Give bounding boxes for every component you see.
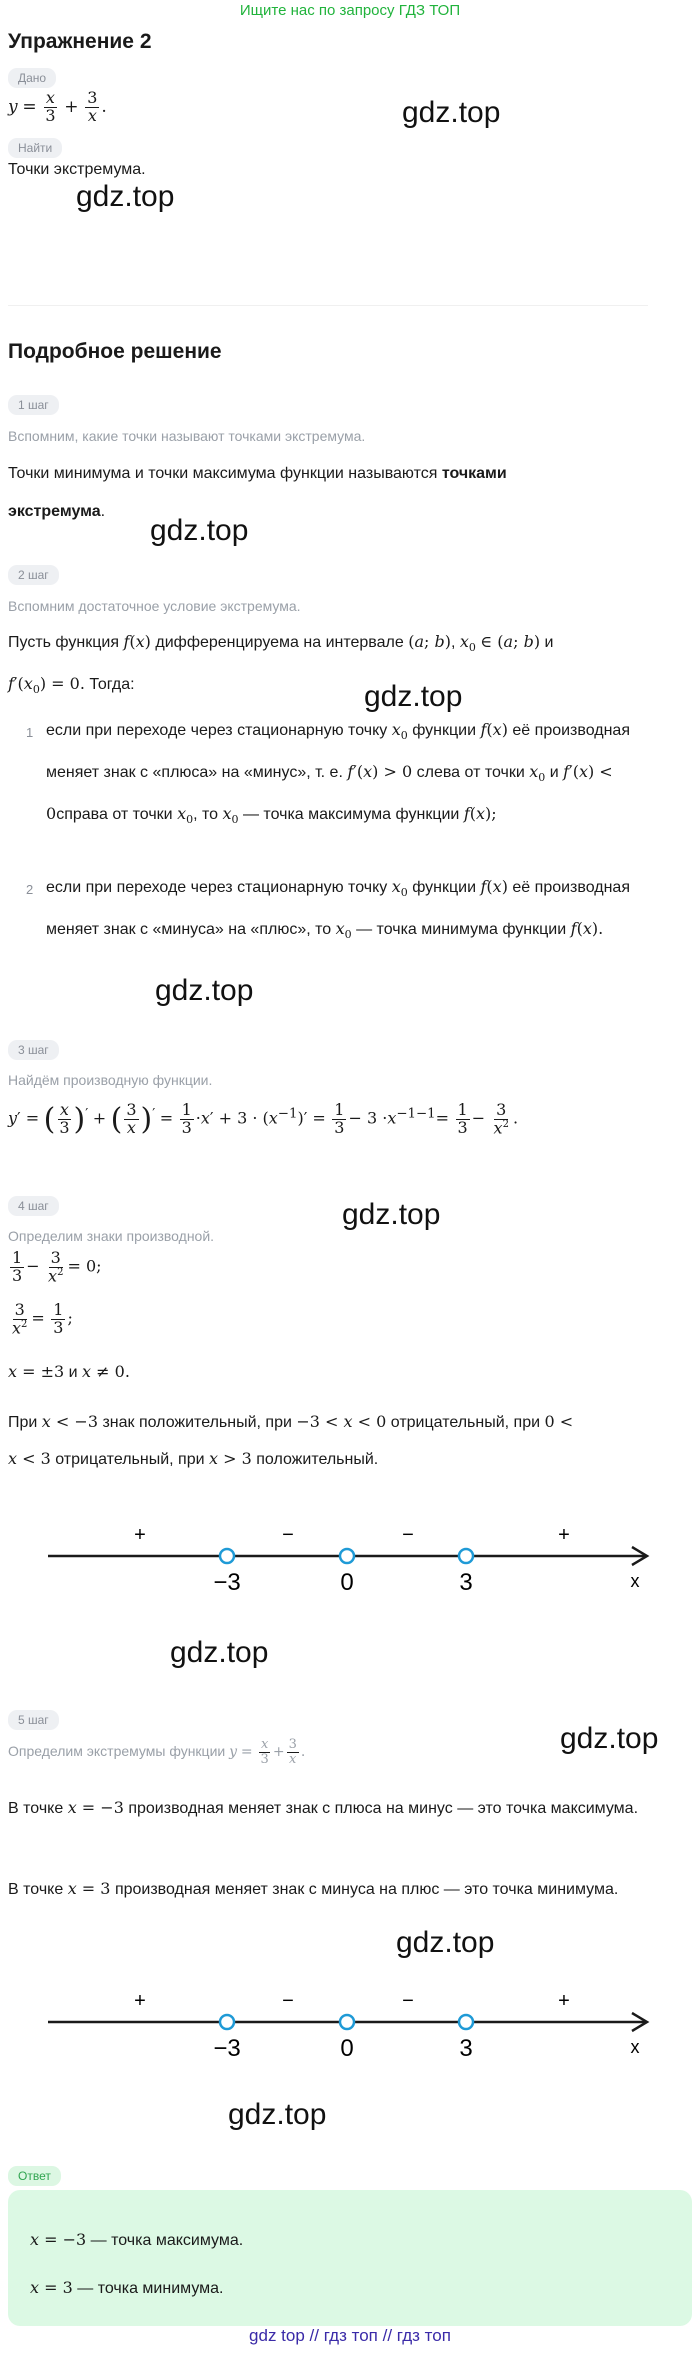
divider [8,305,648,306]
sign-4: + [558,1524,570,1546]
derivative-formula: y′ = ( $\frac{x}{3}$ )′ + ( $\frac{3}{x}$ )′ = $\frac{1}{3}$ $\cdot x' + 3 \cdot (x^{-1})'$ = $\frac{1}{3}$ − $3 \cdot x^{-1-1}=$ $\frac{1}{3}$ − $\frac{3}{x^2}$ . [8,1100,519,1138]
watermark-text: gdz.top [228,2098,327,2131]
axis-label-x: x [630,1571,640,1591]
equation-1: $\frac{1}{3}$ − $\frac{3}{x^2}$ = 0; [12,1248,102,1286]
footer-links: gdz top // гдз топ // гдз топ [249,2326,451,2345]
watermark-text: gdz.top [402,96,501,129]
watermark-text: gdz.top [396,1926,495,1959]
watermark-text: gdz.top [364,680,463,713]
point-0 [340,2015,354,2029]
step2-hint: Вспомним достаточное условие экстремума. [8,598,301,614]
sign-1: + [134,1524,146,1546]
step5-text-2: В точке x = 3 производная меняет знак с минуса на плюс — это точка минимума. [8,1879,619,1898]
watermark-text: gdz.top [155,974,254,1007]
list-number-2: 2 [26,882,34,897]
answer-line-1: x = −3 — точка максимума. [30,2230,244,2249]
sign-3: − [402,1990,414,2012]
point-3 [459,1549,473,1563]
find-text: Точки экстремума. [8,161,146,178]
footer-link-3[interactable]: гдз топ [396,2326,451,2345]
point-0 [340,1549,354,1563]
step3-label: 3 шаг [8,1040,59,1060]
answer-line-2: x = 3 — точка минимума. [30,2278,224,2297]
given-formula: y = $\frac{x}{3}$ + $\frac{3}{x}$ . [8,88,107,125]
step5-text-1: В точке x = −3 производная меняет знак с плюса на минус — это точка максимума. [8,1798,639,1817]
sign-3: − [402,1524,414,1546]
solution-title: Подробное решение [8,340,222,363]
sign-4: + [558,1990,570,2012]
top-banner[interactable]: Ищите нас по запросу ГДЗ ТОП [239,2,461,19]
step3-hint: Найдём производную функции. [8,1072,213,1088]
list-number-1: 1 [26,725,34,740]
step4-hint: Определим знаки производной. [8,1228,215,1244]
label-3: 3 [459,2035,473,2061]
watermark-text: gdz.top [170,1636,269,1669]
exercise-title: Упражнение 2 [8,30,152,53]
step2-label: 2 шаг [8,565,59,585]
watermark-text: gdz.top [342,1198,441,1231]
watermark-text: gdz.top [150,514,249,547]
label-minus3: −3 [213,2035,241,2061]
label-0: 0 [340,2035,354,2061]
point-minus3 [220,2015,234,2029]
sign-2: − [282,1990,294,2012]
watermark-text: gdz.top [76,180,175,213]
equation-3: x = ±3 и x ≠ 0. [8,1362,130,1381]
given-label [8,68,56,88]
equation-2: $\frac{3}{x^2}$ = $\frac{1}{3}$ ; [12,1300,73,1338]
number-line-2 [40,1981,660,2061]
label-3: 3 [459,1569,473,1595]
step1-text: Точки минимума и точки максимума функции называются точками экстремума. [8,465,507,520]
label-minus3: −3 [213,1569,241,1595]
step4-label: 4 шаг [8,1196,59,1216]
label-0: 0 [340,1569,354,1595]
step5-hint: Определим экстремумы функции y = $\frac{x}{3}$ + $\frac{3}{x}$ . [8,1737,306,1767]
footer-link-2[interactable]: гдз топ [323,2326,378,2345]
sign-2: − [282,1524,294,1546]
point-minus3 [220,1549,234,1563]
list-item-1: если при переходе через стационарную точку $x_0$ функции f(x) её производная меняет знак с «плюса» на «минус», т. е. f′(x) > 0 слева от точки $x_0$ и f′(x) < 0справа от точки $x_0$, то $x_0$ — точка максимума функции f(x); [46,720,630,827]
given-pill: Дано [8,68,56,88]
step2-intro: Пусть функция f(x) дифференцируема на интервале (a; b), $x_0$ ∈ (a; b) и $f'(x_0) = 0$. Тогда: [8,632,554,697]
step1-hint: Вспомним, какие точки называют точками экстремума. [8,428,366,444]
footer-link-1[interactable]: gdz top [249,2326,305,2345]
step5-label: 5 шаг [8,1710,59,1730]
point-3 [459,2015,473,2029]
watermark-text: gdz.top [560,1722,659,1755]
list-item-2: если при переходе через стационарную точку $x_0$ функции f(x) её производная меняет знак с «минуса» на «плюс», то $x_0$ — точка минимума функции f(x). [46,877,630,942]
signs-text: При x < −3 знак положительный, при −3 < x < 0 отрицательный, при 0 < x < 3 отрицательный, при x > 3 положительный. [8,1412,574,1468]
step1-label: 1 шаг [8,395,59,415]
find-pill: Найти [8,138,62,158]
number-line-1 [40,1515,660,1595]
sign-1: + [134,1990,146,2012]
axis-label-x: x [630,2037,640,2057]
answer-label: Ответ [8,2166,61,2186]
